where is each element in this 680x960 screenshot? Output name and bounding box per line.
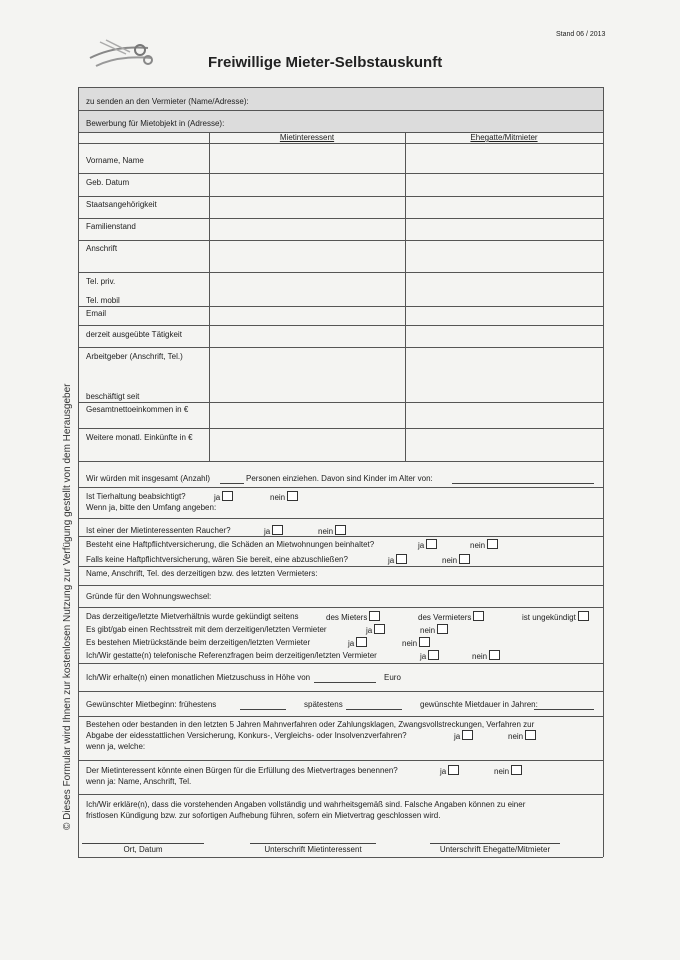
insurance-willing-yes-label: ja: [388, 556, 395, 565]
tenancy-terminated-question: Das derzeitige/letzte Mietverhältnis wurde gekündigt seitens: [86, 612, 299, 621]
lawsuit-no-option[interactable]: [420, 624, 448, 636]
proceedings-which-label: wenn ja, welche:: [86, 742, 146, 751]
send-to-label: zu senden an den Vermieter (Name/Adresse):: [86, 97, 249, 106]
lawsuit-yes-option[interactable]: [366, 624, 385, 636]
terminated-by-landlord-label: des Vermieters: [418, 613, 472, 622]
insurance-no-option[interactable]: [470, 539, 498, 551]
row-label-address: Anschrift: [86, 244, 118, 253]
not-terminated-checkbox[interactable]: [578, 611, 589, 621]
rent-subsidy-label: Ich/Wir erhalte(n) einen monatlichen Mietzuschuss in Höhe von: [86, 673, 311, 682]
not-terminated-label: ist ungekündigt: [522, 613, 576, 622]
declaration-line1: Ich/Wir erkläre(n), dass die vorstehenden Angaben vollständig und wahrheitsgemäß sind. Falsche Angaben können zu einer: [86, 800, 526, 809]
guarantor-no-option[interactable]: [494, 765, 522, 777]
pets-yes-label: ja: [214, 493, 221, 502]
signature-ehegatte-label: Unterschrift Ehegatte/Mitmieter: [439, 845, 551, 854]
guarantor-yes-checkbox[interactable]: [448, 765, 459, 775]
row-label-net-income: Gesamtnettoeinkommen in €: [86, 405, 189, 414]
references-yes-checkbox[interactable]: [428, 650, 439, 660]
arrears-no-label: nein: [402, 639, 418, 648]
lawsuit-no-label: nein: [420, 626, 436, 635]
form-version: Stand 06 / 2013: [556, 31, 606, 38]
earliest-start-label: Gewünschter Mietbeginn: frühestens: [86, 700, 217, 709]
household-count-input[interactable]: [220, 483, 244, 484]
proceedings-yes-label: ja: [454, 732, 461, 741]
column-header-ehegatte: Ehegatte/Mitmieter: [470, 133, 538, 142]
references-no-option[interactable]: [472, 650, 500, 662]
row-label-marital-status: Familienstand: [86, 222, 136, 231]
application-address-label: Bewerbung für Mietobjekt in (Adresse):: [86, 119, 225, 128]
insurance-question: Besteht eine Haftpflichtversicherung, die Schäden an Mietwohnungen beinhaltet?: [86, 540, 375, 549]
proceedings-yes-option[interactable]: [454, 730, 473, 742]
not-terminated-option[interactable]: [522, 611, 589, 623]
proceedings-question-line2: Abgabe der eidesstattlichen Versicherung, Konkurs-, Vergleichs- oder Insolvenzverfahren?: [86, 731, 407, 740]
smoker-no-label: nein: [318, 527, 334, 536]
page-title: Freiwillige Mieter-Selbstauskunft: [208, 54, 443, 71]
guarantor-no-label: nein: [494, 767, 510, 776]
rental-duration-label: gewünschte Mietdauer in Jahren:: [420, 700, 538, 709]
pets-yes-checkbox[interactable]: [222, 491, 233, 501]
smoker-question: Ist einer der Mietinteressenten Raucher?: [86, 526, 231, 535]
insurance-yes-option[interactable]: [418, 539, 437, 551]
row-label-other-income: Weitere monatl. Einkünfte in €: [86, 433, 193, 442]
household-children-label: Personen einziehen. Davon sind Kinder im Alter von:: [246, 474, 433, 483]
pets-no-option[interactable]: [270, 491, 298, 503]
arrears-no-checkbox[interactable]: [419, 637, 430, 647]
earliest-start-input[interactable]: [240, 709, 286, 710]
keys-icon: [86, 36, 160, 76]
insurance-no-checkbox[interactable]: [487, 539, 498, 549]
row-label-employed-since: beschäftigt seit: [86, 392, 140, 401]
household-count-label: Wir würden mit insgesamt (Anzahl): [86, 474, 211, 483]
arrears-yes-label: ja: [348, 639, 355, 648]
row-label-phone-mobile: Tel. mobil: [86, 296, 120, 305]
place-date-label: Ort, Datum: [123, 845, 163, 854]
row-label-birthdate: Geb. Datum: [86, 178, 130, 187]
references-question: Ich/Wir gestatte(n) telefonische Referenzfragen beim derzeitigen/letzten Vermieter: [86, 651, 377, 660]
guarantor-details-label: wenn ja: Name, Anschrift, Tel.: [86, 777, 192, 786]
rent-subsidy-unit: Euro: [384, 673, 401, 682]
latest-start-label: spätestens: [304, 700, 343, 709]
insurance-willing-no-checkbox[interactable]: [459, 554, 470, 564]
guarantor-no-checkbox[interactable]: [511, 765, 522, 775]
arrears-no-option[interactable]: [402, 637, 430, 649]
references-yes-option[interactable]: [420, 650, 439, 662]
row-label-name: Vorname, Name: [86, 156, 144, 165]
terminated-by-tenant-label: des Mieters: [326, 613, 368, 622]
arrears-yes-option[interactable]: [348, 637, 367, 649]
latest-start-input[interactable]: [346, 709, 402, 710]
pets-no-checkbox[interactable]: [287, 491, 298, 501]
guarantor-question: Der Mietinteressent könnte einen Bürgen für die Erfüllung des Mietvertrages benennen?: [86, 766, 398, 775]
lawsuit-yes-checkbox[interactable]: [374, 624, 385, 634]
reasons-label: Gründe für den Wohnungswechsel:: [86, 592, 212, 601]
insurance-willing-yes-checkbox[interactable]: [396, 554, 407, 564]
row-label-email: Email: [86, 309, 107, 318]
rental-duration-input[interactable]: [534, 709, 594, 710]
signature-interessent-label: Unterschrift Mietinteressent: [264, 845, 362, 854]
proceedings-no-option[interactable]: [508, 730, 536, 742]
row-label-nationality: Staatsangehörigkeit: [86, 200, 157, 209]
rent-subsidy-input[interactable]: [314, 682, 376, 683]
smoker-yes-label: ja: [264, 527, 271, 536]
pets-question: Ist Tierhaltung beabsichtigt?: [86, 492, 186, 501]
children-ages-input[interactable]: [452, 483, 594, 484]
declaration-line2: fristlosen Kündigung bzw. zur sofortigen Aufhebung führen, sofern ein Mietvertrag geschlossen wird.: [86, 811, 441, 820]
proceedings-no-checkbox[interactable]: [525, 730, 536, 740]
terminated-by-tenant-option[interactable]: [326, 611, 380, 623]
pets-no-label: nein: [270, 493, 286, 502]
insurance-willing-no-option[interactable]: [442, 554, 470, 566]
column-header-interessent: Mietinteressent: [279, 133, 335, 142]
lawsuit-no-checkbox[interactable]: [437, 624, 448, 634]
landlord-label: Name, Anschrift, Tel. des derzeitigen bzw. des letzten Vermieters:: [86, 569, 318, 578]
references-no-checkbox[interactable]: [489, 650, 500, 660]
smoker-no-checkbox[interactable]: [335, 525, 346, 535]
row-label-occupation: derzeit ausgeübte Tätigkeit: [86, 330, 182, 339]
smoker-yes-checkbox[interactable]: [272, 525, 283, 535]
guarantor-yes-label: ja: [440, 767, 447, 776]
terminated-by-landlord-option[interactable]: [418, 611, 484, 623]
guarantor-yes-option[interactable]: [440, 765, 459, 777]
signature-interessent-line[interactable]: [250, 843, 376, 844]
row-label-employer: Arbeitgeber (Anschrift, Tel.): [86, 352, 183, 361]
references-no-label: nein: [472, 652, 488, 661]
insurance-willing-no-label: nein: [442, 556, 458, 565]
insurance-no-label: nein: [470, 541, 486, 550]
proceedings-question-line1: Bestehen oder bestanden in den letzten 5 Jahren Mahnverfahren oder Zahlungsklagen, Zwangsvollstreckungen, Verfahren zur: [86, 720, 535, 729]
place-date-line[interactable]: [82, 843, 204, 844]
lawsuit-question: Es gibt/gab einen Rechtsstreit mit dem derzeitigen/letzten Vermieter: [86, 625, 327, 634]
proceedings-yes-checkbox[interactable]: [462, 730, 473, 740]
side-copyright-text: © Dieses Formular wird Ihnen zur kostenlosen Nutzung zur Verfügung gestellt von dem Herausgeber: [62, 383, 73, 830]
signature-ehegatte-line[interactable]: [430, 843, 560, 844]
proceedings-no-label: nein: [508, 732, 524, 741]
insurance-willing-yes-option[interactable]: [388, 554, 407, 566]
terminated-by-tenant-checkbox[interactable]: [369, 611, 380, 621]
insurance-willing-question: Falls keine Haftpflichtversicherung, wären Sie bereit, eine abzuschließen?: [86, 555, 348, 564]
pets-yes-option[interactable]: [214, 491, 233, 503]
lawsuit-yes-label: ja: [366, 626, 373, 635]
row-label-phone-private: Tel. priv.: [86, 277, 116, 286]
insurance-yes-checkbox[interactable]: [426, 539, 437, 549]
arrears-yes-checkbox[interactable]: [356, 637, 367, 647]
references-yes-label: ja: [420, 652, 427, 661]
arrears-question: Es bestehen Mietrückstände beim derzeitigen/letzten Vermieter: [86, 638, 311, 647]
terminated-by-landlord-checkbox[interactable]: [473, 611, 484, 621]
insurance-yes-label: ja: [418, 541, 425, 550]
pets-detail-label: Wenn ja, bitte den Umfang angeben:: [86, 503, 217, 512]
